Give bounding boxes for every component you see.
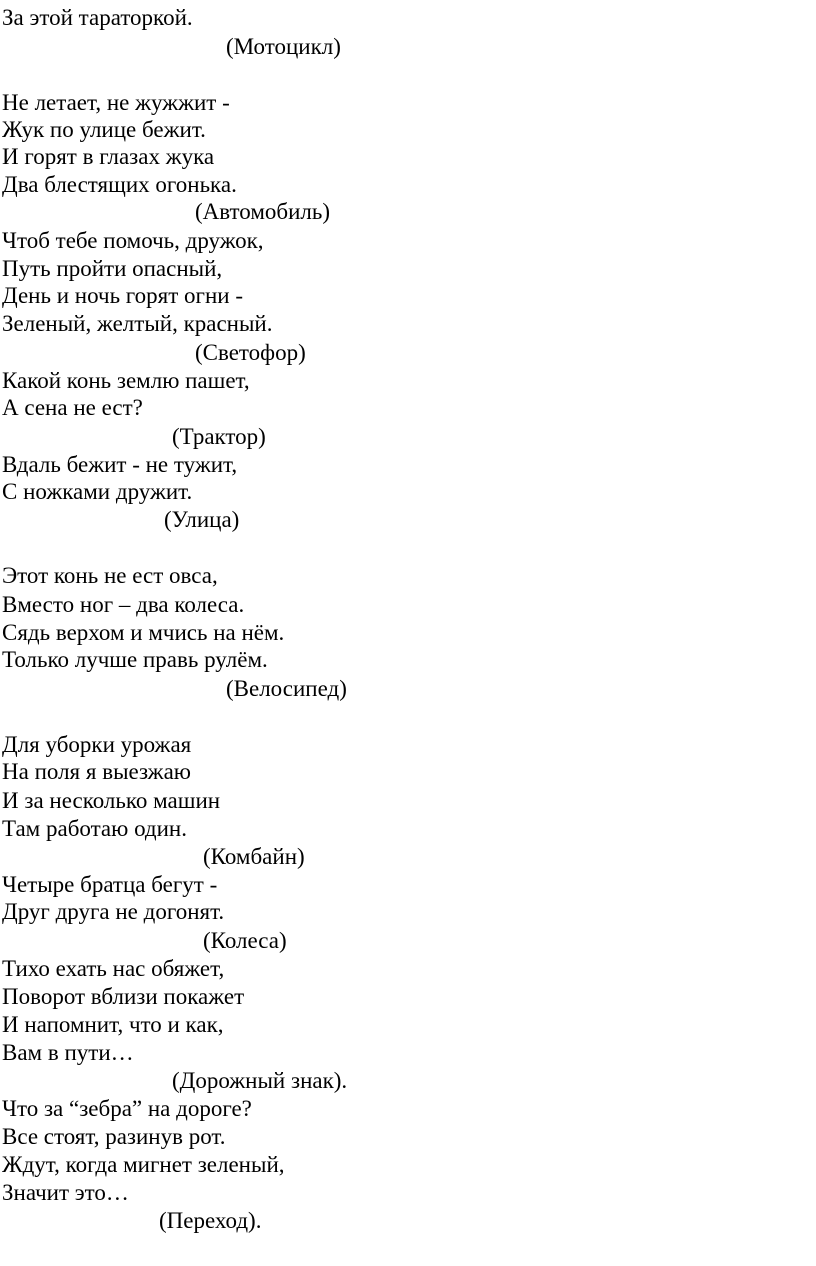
riddle-line: А сена не ест? (2, 395, 143, 420)
riddle-line: Не летает, не жужжит - (2, 90, 230, 115)
riddle-answer: (Трактор) (172, 424, 266, 449)
riddle-line: Вам в пути… (2, 1040, 134, 1065)
riddle-answer: (Дорожный знак). (172, 1068, 348, 1093)
riddle-line: Там работаю один. (2, 816, 187, 841)
riddle-answer: (Светофор) (195, 340, 306, 365)
riddle-line: Значит это… (2, 1180, 129, 1205)
riddle-line: Что за “зебра” на дороге? (2, 1096, 252, 1121)
riddle-line: Путь пройти опасный, (2, 256, 223, 281)
riddle-line: Друг друга не догонят. (2, 899, 225, 924)
riddle-line: Вместо ног – два колеса. (2, 592, 245, 617)
riddle-line: Зеленый, желтый, красный. (2, 311, 273, 336)
riddle-line: Тихо ехать нас обяжет, (2, 956, 225, 981)
riddle-line: Чтоб тебе помочь, дружок, (2, 228, 264, 253)
riddle-line: Какой конь землю пашет, (2, 368, 250, 393)
riddle-line: И за несколько машин (2, 788, 221, 813)
riddle-answer: (Улица) (164, 507, 240, 532)
riddle-line: Для уборки урожая (2, 732, 192, 757)
riddle-line: Ждут, когда мигнет зеленый, (2, 1152, 285, 1177)
riddle-line: На поля я выезжаю (2, 759, 191, 784)
riddle-line: Поворот вблизи покажет (2, 984, 245, 1009)
riddle-answer: (Мотоцикл) (226, 34, 341, 59)
riddle-line: С ножками дружит. (2, 479, 193, 504)
riddle-answer: (Переход). (159, 1208, 262, 1233)
riddle-line: За этой тараторкой. (2, 5, 193, 30)
riddle-line: Только лучше правь рулём. (2, 647, 268, 672)
riddle-answer: (Велосипед) (226, 676, 347, 701)
riddle-line: День и ночь горят огни - (2, 283, 244, 308)
riddle-answer: (Колеса) (203, 928, 287, 953)
riddle-answer: (Комбайн) (203, 844, 305, 869)
riddle-line: Четыре братца бегут - (2, 872, 218, 897)
riddle-line: Этот конь не ест овса, (2, 563, 218, 588)
riddle-line: Сядь верхом и мчись на нём. (2, 620, 285, 645)
riddle-line: Все стоят, разинув рот. (2, 1124, 226, 1149)
riddle-line: Вдаль бежит - не тужит, (2, 452, 238, 477)
riddle-line: И напомнит, что и как, (2, 1012, 224, 1037)
riddle-line: Два блестящих огонька. (2, 172, 237, 197)
riddle-answer: (Автомобиль) (195, 199, 331, 224)
riddle-line: Жук по улице бежит. (2, 117, 206, 142)
riddle-line: И горят в глазах жука (2, 144, 215, 169)
